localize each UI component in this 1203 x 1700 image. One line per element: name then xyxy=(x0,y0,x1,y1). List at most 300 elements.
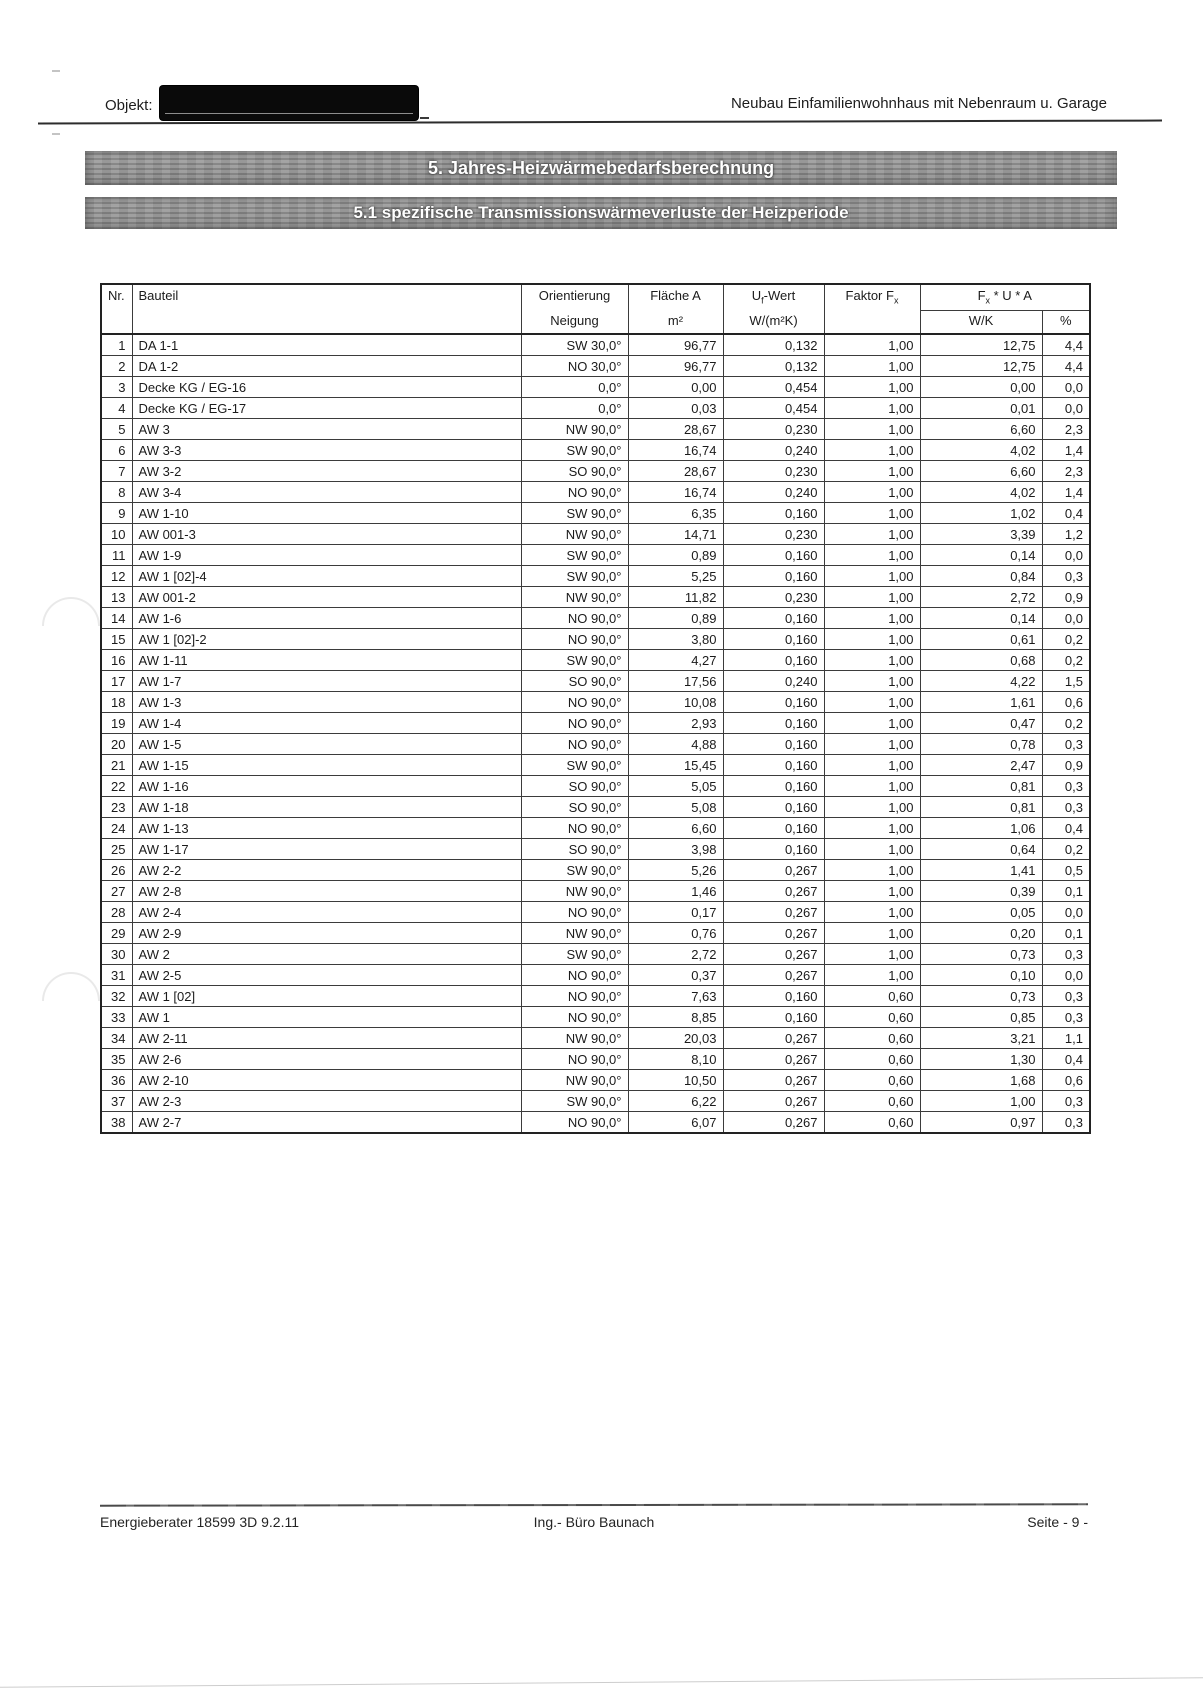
table-row xyxy=(101,671,1090,692)
cell-flaeche: 0,03 xyxy=(628,398,723,419)
table-row xyxy=(101,818,1090,839)
cell-flaeche: 1,46 xyxy=(628,881,723,902)
cell-flaeche: 16,74 xyxy=(628,482,723,503)
cell-nr: 15 xyxy=(101,629,132,650)
cell-pct: 0,2 xyxy=(1042,650,1090,671)
cell-uwert: 0,160 xyxy=(723,629,824,650)
table-row xyxy=(101,1028,1090,1049)
cell-uwert: 0,160 xyxy=(723,545,824,566)
table-row xyxy=(101,377,1090,398)
cell-orientierung: NW 90,0° xyxy=(521,419,628,440)
cell-uwert: 0,160 xyxy=(723,1007,824,1028)
cell-nr: 2 xyxy=(101,356,132,377)
neigung-line2: Neigung xyxy=(550,313,599,328)
cell-wk: 12,75 xyxy=(920,356,1042,377)
cell-nr: 20 xyxy=(101,734,132,755)
cell-bauteil: AW 1-17 xyxy=(132,839,521,860)
cell-flaeche: 0,37 xyxy=(628,965,723,986)
cell-bauteil: Decke KG / EG-16 xyxy=(132,377,521,398)
cell-flaeche: 96,77 xyxy=(628,334,723,356)
cell-orientierung: SW 90,0° xyxy=(521,503,628,524)
cell-flaeche: 11,82 xyxy=(628,587,723,608)
cell-nr: 6 xyxy=(101,440,132,461)
cell-faktor: 1,00 xyxy=(824,734,920,755)
table-row xyxy=(101,881,1090,902)
cell-flaeche: 0,17 xyxy=(628,902,723,923)
cell-bauteil: AW 3 xyxy=(132,419,521,440)
cell-orientierung: NO 90,0° xyxy=(521,965,628,986)
cell-wk: 0,97 xyxy=(920,1112,1042,1134)
cell-orientierung: SW 90,0° xyxy=(521,440,628,461)
cell-uwert: 0,230 xyxy=(723,587,824,608)
cell-bauteil: AW 1 [02]-4 xyxy=(132,566,521,587)
table-row xyxy=(101,608,1090,629)
col-header-orientierung xyxy=(521,284,628,334)
cell-wk: 2,47 xyxy=(920,755,1042,776)
cell-pct: 0,2 xyxy=(1042,629,1090,650)
cell-pct: 0,5 xyxy=(1042,860,1090,881)
cell-faktor: 1,00 xyxy=(824,545,920,566)
table-row xyxy=(101,545,1090,566)
cell-wk: 6,60 xyxy=(920,461,1042,482)
cell-nr: 36 xyxy=(101,1070,132,1091)
cell-flaeche: 17,56 xyxy=(628,671,723,692)
cell-uwert: 0,132 xyxy=(723,356,824,377)
cell-nr: 16 xyxy=(101,650,132,671)
cell-uwert: 0,240 xyxy=(723,482,824,503)
col-header-fua xyxy=(920,284,1090,311)
cell-uwert: 0,160 xyxy=(723,755,824,776)
cell-flaeche: 4,88 xyxy=(628,734,723,755)
cell-uwert: 0,267 xyxy=(723,944,824,965)
cell-orientierung: SO 90,0° xyxy=(521,776,628,797)
cell-flaeche: 15,45 xyxy=(628,755,723,776)
cell-pct: 0,6 xyxy=(1042,1070,1090,1091)
cell-pct: 0,9 xyxy=(1042,755,1090,776)
cell-orientierung: SW 90,0° xyxy=(521,566,628,587)
section-banner: 5. Jahres-Heizwärmebedarfsberechnung xyxy=(85,151,1117,185)
table-row xyxy=(101,713,1090,734)
cell-orientierung: 0,0° xyxy=(521,377,628,398)
cell-faktor: 0,60 xyxy=(824,986,920,1007)
cell-bauteil: AW 1-7 xyxy=(132,671,521,692)
footer-rule xyxy=(100,1503,1088,1506)
table-row xyxy=(101,334,1090,356)
table-row xyxy=(101,1070,1090,1091)
cell-nr: 38 xyxy=(101,1112,132,1134)
table-row xyxy=(101,482,1090,503)
table-row xyxy=(101,503,1090,524)
col-header-faktor xyxy=(824,284,920,334)
scan-artifact-mark xyxy=(52,70,60,72)
cell-uwert: 0,160 xyxy=(723,986,824,1007)
cell-nr: 4 xyxy=(101,398,132,419)
table-row xyxy=(101,965,1090,986)
redaction-underline xyxy=(165,113,413,114)
cell-bauteil: AW 2-4 xyxy=(132,902,521,923)
cell-nr: 8 xyxy=(101,482,132,503)
cell-flaeche: 5,05 xyxy=(628,776,723,797)
table-row xyxy=(101,419,1090,440)
table-row xyxy=(101,734,1090,755)
cell-faktor: 1,00 xyxy=(824,608,920,629)
cell-wk: 0,68 xyxy=(920,650,1042,671)
cell-flaeche: 6,60 xyxy=(628,818,723,839)
table-row xyxy=(101,524,1090,545)
cell-pct: 4,4 xyxy=(1042,356,1090,377)
cell-uwert: 0,267 xyxy=(723,1112,824,1134)
cell-faktor: 1,00 xyxy=(824,755,920,776)
cell-wk: 0,10 xyxy=(920,965,1042,986)
cell-uwert: 0,160 xyxy=(723,734,824,755)
cell-pct: 4,4 xyxy=(1042,334,1090,356)
cell-orientierung: NW 90,0° xyxy=(521,1028,628,1049)
cell-pct: 0,3 xyxy=(1042,797,1090,818)
cell-orientierung: NO 90,0° xyxy=(521,818,628,839)
cell-orientierung: NW 90,0° xyxy=(521,881,628,902)
cell-flaeche: 28,67 xyxy=(628,461,723,482)
cell-pct: 0,2 xyxy=(1042,839,1090,860)
cell-faktor: 0,60 xyxy=(824,1049,920,1070)
cell-orientierung: NO 90,0° xyxy=(521,482,628,503)
cell-bauteil: AW 1-4 xyxy=(132,713,521,734)
cell-faktor: 1,00 xyxy=(824,587,920,608)
redaction-tail-mark xyxy=(420,117,429,119)
cell-bauteil: AW 2-2 xyxy=(132,860,521,881)
cell-wk: 1,02 xyxy=(920,503,1042,524)
cell-bauteil: AW 2-8 xyxy=(132,881,521,902)
footer-software: Energieberater 18599 3D 9.2.11 xyxy=(100,1514,299,1530)
cell-wk: 0,81 xyxy=(920,797,1042,818)
cell-wk: 0,85 xyxy=(920,1007,1042,1028)
table-row xyxy=(101,839,1090,860)
cell-nr: 26 xyxy=(101,860,132,881)
cell-pct: 0,1 xyxy=(1042,881,1090,902)
cell-orientierung: NO 90,0° xyxy=(521,902,628,923)
orientierung-line1: Orientierung xyxy=(538,288,611,303)
cell-faktor: 1,00 xyxy=(824,398,920,419)
cell-faktor: 1,00 xyxy=(824,923,920,944)
cell-flaeche: 8,85 xyxy=(628,1007,723,1028)
cell-faktor: 1,00 xyxy=(824,965,920,986)
cell-wk: 0,61 xyxy=(920,629,1042,650)
cell-pct: 0,0 xyxy=(1042,965,1090,986)
cell-bauteil: Decke KG / EG-17 xyxy=(132,398,521,419)
cell-nr: 32 xyxy=(101,986,132,1007)
cell-wk: 1,41 xyxy=(920,860,1042,881)
faktor-label: Faktor $F_x$ xyxy=(845,288,899,306)
cell-orientierung: SW 90,0° xyxy=(521,755,628,776)
cell-bauteil: AW 1-13 xyxy=(132,818,521,839)
cell-pct: 0,9 xyxy=(1042,587,1090,608)
cell-faktor: 0,60 xyxy=(824,1091,920,1112)
cell-pct: 1,2 xyxy=(1042,524,1090,545)
cell-uwert: 0,267 xyxy=(723,1070,824,1091)
cell-faktor: 1,00 xyxy=(824,839,920,860)
cell-orientierung: NO 90,0° xyxy=(521,734,628,755)
cell-faktor: 1,00 xyxy=(824,503,920,524)
cell-bauteil: AW 1-6 xyxy=(132,608,521,629)
cell-pct: 1,4 xyxy=(1042,482,1090,503)
cell-pct: 0,2 xyxy=(1042,713,1090,734)
cell-pct: 0,0 xyxy=(1042,377,1090,398)
cell-uwert: 0,267 xyxy=(723,1028,824,1049)
table-row xyxy=(101,461,1090,482)
table-row xyxy=(101,797,1090,818)
cell-uwert: 0,160 xyxy=(723,818,824,839)
cell-faktor: 1,00 xyxy=(824,902,920,923)
cell-nr: 3 xyxy=(101,377,132,398)
cell-nr: 14 xyxy=(101,608,132,629)
scan-artifact-mark xyxy=(52,133,60,135)
cell-wk: 0,14 xyxy=(920,608,1042,629)
cell-nr: 19 xyxy=(101,713,132,734)
table-row xyxy=(101,566,1090,587)
cell-nr: 28 xyxy=(101,902,132,923)
cell-orientierung: NO 90,0° xyxy=(521,1049,628,1070)
uwert-unit: W/(m²K) xyxy=(749,313,798,328)
cell-uwert: 0,160 xyxy=(723,839,824,860)
cell-uwert: 0,160 xyxy=(723,692,824,713)
cell-orientierung: NO 90,0° xyxy=(521,986,628,1007)
cell-nr: 33 xyxy=(101,1007,132,1028)
cell-orientierung: NW 90,0° xyxy=(521,1070,628,1091)
cell-pct: 0,0 xyxy=(1042,902,1090,923)
cell-bauteil: AW 001-2 xyxy=(132,587,521,608)
cell-faktor: 1,00 xyxy=(824,524,920,545)
table-row xyxy=(101,398,1090,419)
cell-faktor: 0,60 xyxy=(824,1028,920,1049)
cell-uwert: 0,267 xyxy=(723,860,824,881)
cell-flaeche: 5,25 xyxy=(628,566,723,587)
cell-faktor: 1,00 xyxy=(824,482,920,503)
cell-orientierung: SO 90,0° xyxy=(521,671,628,692)
cell-nr: 13 xyxy=(101,587,132,608)
cell-flaeche: 5,26 xyxy=(628,860,723,881)
cell-wk: 4,02 xyxy=(920,440,1042,461)
header-rule xyxy=(38,120,1162,125)
cell-pct: 1,4 xyxy=(1042,440,1090,461)
cell-faktor: 1,00 xyxy=(824,818,920,839)
cell-wk: 3,39 xyxy=(920,524,1042,545)
cell-bauteil: AW 2-11 xyxy=(132,1028,521,1049)
cell-wk: 0,64 xyxy=(920,839,1042,860)
cell-wk: 1,00 xyxy=(920,1091,1042,1112)
cell-flaeche: 16,74 xyxy=(628,440,723,461)
cell-uwert: 0,230 xyxy=(723,419,824,440)
cell-orientierung: 0,0° xyxy=(521,398,628,419)
cell-wk: 4,22 xyxy=(920,671,1042,692)
cell-wk: 0,14 xyxy=(920,545,1042,566)
cell-bauteil: AW 1-18 xyxy=(132,797,521,818)
flaeche-unit: m² xyxy=(667,313,684,328)
cell-bauteil: AW 2-6 xyxy=(132,1049,521,1070)
col-header-nr-label: Nr. xyxy=(108,288,125,303)
cell-uwert: 0,160 xyxy=(723,503,824,524)
cell-faktor: 1,00 xyxy=(824,860,920,881)
cell-faktor: 1,00 xyxy=(824,650,920,671)
cell-wk: 3,21 xyxy=(920,1028,1042,1049)
cell-uwert: 0,267 xyxy=(723,881,824,902)
cell-pct: 0,3 xyxy=(1042,944,1090,965)
cell-wk: 12,75 xyxy=(920,334,1042,356)
cell-orientierung: NO 90,0° xyxy=(521,1007,628,1028)
cell-nr: 12 xyxy=(101,566,132,587)
table-row xyxy=(101,923,1090,944)
cell-wk: 0,39 xyxy=(920,881,1042,902)
cell-flaeche: 20,03 xyxy=(628,1028,723,1049)
cell-flaeche: 3,80 xyxy=(628,629,723,650)
cell-orientierung: NW 90,0° xyxy=(521,587,628,608)
cell-faktor: 1,00 xyxy=(824,797,920,818)
cell-wk: 4,02 xyxy=(920,482,1042,503)
cell-bauteil: AW 1 xyxy=(132,1007,521,1028)
cell-wk: 1,61 xyxy=(920,692,1042,713)
cell-uwert: 0,267 xyxy=(723,923,824,944)
cell-flaeche: 10,08 xyxy=(628,692,723,713)
cell-nr: 23 xyxy=(101,797,132,818)
cell-nr: 5 xyxy=(101,419,132,440)
cell-flaeche: 2,93 xyxy=(628,713,723,734)
hole-punch-mark xyxy=(42,972,100,1001)
hole-punch-mark xyxy=(42,597,100,626)
col-header-uwert xyxy=(723,284,824,334)
cell-nr: 1 xyxy=(101,334,132,356)
cell-orientierung: NO 90,0° xyxy=(521,692,628,713)
table-row xyxy=(101,1049,1090,1070)
cell-flaeche: 6,22 xyxy=(628,1091,723,1112)
cell-orientierung: NO 90,0° xyxy=(521,1112,628,1134)
cell-pct: 0,0 xyxy=(1042,398,1090,419)
cell-orientierung: NO 30,0° xyxy=(521,356,628,377)
cell-pct: 0,3 xyxy=(1042,1112,1090,1134)
cell-uwert: 0,240 xyxy=(723,440,824,461)
cell-flaeche: 6,07 xyxy=(628,1112,723,1134)
cell-bauteil: DA 1-1 xyxy=(132,334,521,356)
transmission-loss-table xyxy=(100,283,1091,1134)
cell-orientierung: SW 30,0° xyxy=(521,334,628,356)
cell-nr: 10 xyxy=(101,524,132,545)
cell-faktor: 0,60 xyxy=(824,1070,920,1091)
table-body xyxy=(101,334,1090,1133)
cell-pct: 0,4 xyxy=(1042,1049,1090,1070)
cell-flaeche: 0,76 xyxy=(628,923,723,944)
cell-uwert: 0,132 xyxy=(723,334,824,356)
table-row xyxy=(101,986,1090,1007)
cell-uwert: 0,160 xyxy=(723,608,824,629)
cell-faktor: 1,00 xyxy=(824,377,920,398)
cell-bauteil: AW 3-3 xyxy=(132,440,521,461)
cell-orientierung: NO 90,0° xyxy=(521,713,628,734)
cell-wk: 6,60 xyxy=(920,419,1042,440)
cell-faktor: 1,00 xyxy=(824,356,920,377)
cell-uwert: 0,267 xyxy=(723,902,824,923)
cell-bauteil: AW 1 [02] xyxy=(132,986,521,1007)
cell-nr: 11 xyxy=(101,545,132,566)
cell-nr: 22 xyxy=(101,776,132,797)
table-row xyxy=(101,440,1090,461)
cell-bauteil: AW 001-3 xyxy=(132,524,521,545)
table-row xyxy=(101,1112,1090,1134)
cell-uwert: 0,454 xyxy=(723,377,824,398)
table-row xyxy=(101,1091,1090,1112)
pct-label: % xyxy=(1059,313,1072,328)
cell-bauteil: AW 2-3 xyxy=(132,1091,521,1112)
cell-faktor: 1,00 xyxy=(824,440,920,461)
cell-wk: 2,72 xyxy=(920,587,1042,608)
cell-wk: 0,01 xyxy=(920,398,1042,419)
cell-bauteil: AW 3-4 xyxy=(132,482,521,503)
cell-orientierung: SW 90,0° xyxy=(521,650,628,671)
cell-bauteil: AW 3-2 xyxy=(132,461,521,482)
table-row xyxy=(101,650,1090,671)
footer-office: Ing.- Büro Baunach xyxy=(533,1514,655,1530)
flaeche-line1: Fläche A xyxy=(650,288,701,303)
cell-wk: 0,05 xyxy=(920,902,1042,923)
table-row xyxy=(101,629,1090,650)
table-row xyxy=(101,860,1090,881)
cell-orientierung: SW 90,0° xyxy=(521,545,628,566)
fua-label: $F_x$ * U * A xyxy=(977,288,1032,306)
cell-nr: 29 xyxy=(101,923,132,944)
cell-bauteil: AW 2-9 xyxy=(132,923,521,944)
cell-pct: 0,3 xyxy=(1042,776,1090,797)
cell-nr: 25 xyxy=(101,839,132,860)
cell-faktor: 1,00 xyxy=(824,713,920,734)
cell-pct: 0,0 xyxy=(1042,608,1090,629)
cell-nr: 27 xyxy=(101,881,132,902)
cell-wk: 0,81 xyxy=(920,776,1042,797)
cell-flaeche: 6,35 xyxy=(628,503,723,524)
cell-uwert: 0,160 xyxy=(723,776,824,797)
cell-faktor: 1,00 xyxy=(824,944,920,965)
cell-orientierung: NW 90,0° xyxy=(521,923,628,944)
cell-pct: 0,0 xyxy=(1042,545,1090,566)
wk-label: W/K xyxy=(968,313,994,328)
cell-pct: 0,3 xyxy=(1042,734,1090,755)
cell-flaeche: 5,08 xyxy=(628,797,723,818)
cell-orientierung: SW 90,0° xyxy=(521,860,628,881)
col-header-wk xyxy=(920,311,1042,335)
cell-pct: 2,3 xyxy=(1042,419,1090,440)
cell-bauteil: AW 1-11 xyxy=(132,650,521,671)
cell-flaeche: 3,98 xyxy=(628,839,723,860)
cell-faktor: 0,60 xyxy=(824,1112,920,1134)
table-row xyxy=(101,902,1090,923)
cell-pct: 0,4 xyxy=(1042,503,1090,524)
cell-uwert: 0,160 xyxy=(723,650,824,671)
cell-wk: 1,30 xyxy=(920,1049,1042,1070)
cell-pct: 0,3 xyxy=(1042,986,1090,1007)
cell-flaeche: 7,63 xyxy=(628,986,723,1007)
cell-wk: 0,20 xyxy=(920,923,1042,944)
cell-nr: 18 xyxy=(101,692,132,713)
table-row xyxy=(101,944,1090,965)
cell-bauteil: AW 1-9 xyxy=(132,545,521,566)
cell-orientierung: SW 90,0° xyxy=(521,1091,628,1112)
cell-uwert: 0,160 xyxy=(723,713,824,734)
cell-bauteil: AW 1-5 xyxy=(132,734,521,755)
cell-wk: 0,47 xyxy=(920,713,1042,734)
cell-pct: 1,1 xyxy=(1042,1028,1090,1049)
cell-bauteil: AW 1 [02]-2 xyxy=(132,629,521,650)
cell-bauteil: AW 1-3 xyxy=(132,692,521,713)
cell-nr: 37 xyxy=(101,1091,132,1112)
cell-wk: 1,06 xyxy=(920,818,1042,839)
subsection-banner: 5.1 spezifische Transmissionswärmeverluste der Heizperiode xyxy=(85,197,1117,229)
cell-bauteil: AW 2 xyxy=(132,944,521,965)
cell-faktor: 1,00 xyxy=(824,671,920,692)
